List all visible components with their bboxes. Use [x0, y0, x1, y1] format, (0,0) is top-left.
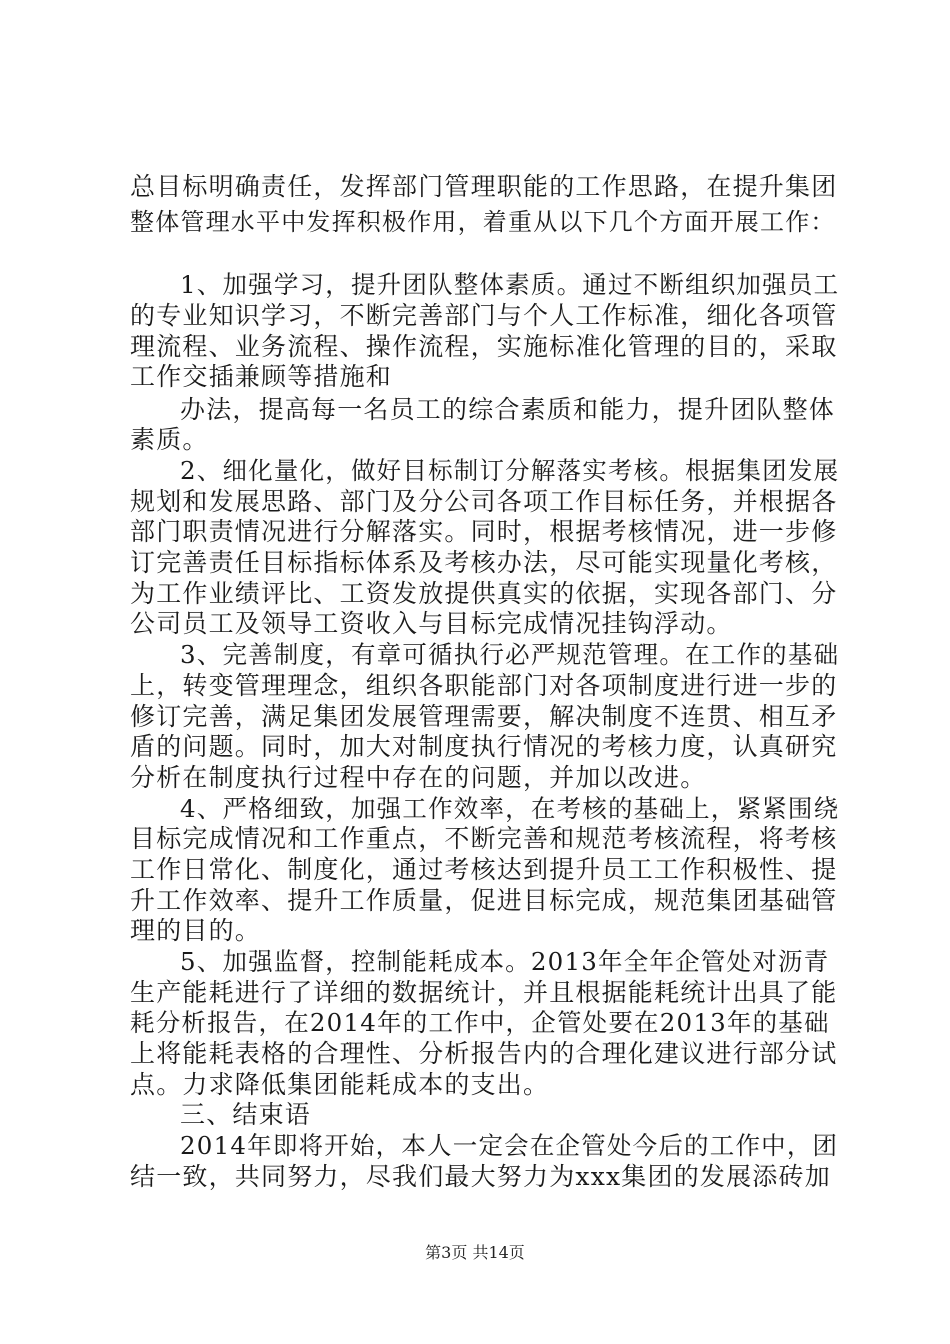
- text-line: 3、完善制度，有章可循执行必严规范管理。在工作的基础: [180, 640, 840, 669]
- text-line: 上将能耗表格的合理性、分析报告内的合理化建议进行部分试: [130, 1039, 838, 1068]
- text-line: 订完善责任目标指标体系及考核办法，尽可能实现量化考核，: [130, 548, 838, 577]
- text-line: 整体管理水平中发挥积极作用，着重从以下几个方面开展工作：: [130, 208, 836, 236]
- text-line: 为工作业绩评比、工资发放提供真实的依据，实现各部门、分: [130, 579, 838, 608]
- section-heading: 三、结束语: [180, 1100, 312, 1129]
- text-line: 分析在制度执行过程中存在的问题，并加以改进。: [130, 763, 707, 792]
- text-line: 2、细化量化，做好目标制订分解落实考核。根据集团发展: [180, 456, 840, 485]
- text-line: 1、加强学习，提升团队整体素质。通过不断组织加强员工: [180, 270, 840, 299]
- text-line: 2014年即将开始，本人一定会在企管处今后的工作中，团: [180, 1131, 839, 1160]
- text-line: 盾的问题。同时，加大对制度执行情况的考核力度，认真研究: [130, 732, 838, 761]
- text-line: 上，转变管理理念，组织各职能部门对各项制度进行进一步的: [130, 671, 838, 700]
- text-line: 总目标明确责任，发挥部门管理职能的工作思路，在提升集团: [130, 172, 838, 201]
- text-line: 办法，提高每一名员工的综合素质和能力，提升团队整体: [180, 395, 836, 424]
- text-line: 升工作效率、提升工作质量，促进目标完成，规范集团基础管: [130, 886, 838, 915]
- text-line: 规划和发展思路、部门及分公司各项工作目标任务，并根据各: [130, 487, 838, 516]
- text-line: 部门职责情况进行分解落实。同时，根据考核情况，进一步修: [130, 517, 838, 546]
- text-line: 5、加强监督，控制能耗成本。2013年全年企管处对沥青: [180, 947, 830, 976]
- text-line: 生产能耗进行了详细的数据统计，并且根据能耗统计出具了能: [130, 978, 838, 1007]
- page-number-footer: 第3页 共14页: [425, 1243, 525, 1262]
- text-line: 4、严格细致，加强工作效率，在考核的基础上，紧紧围绕: [180, 794, 840, 823]
- text-line: 工作交插兼顾等措施和: [130, 362, 393, 391]
- text-line: 理的目的。: [130, 916, 262, 945]
- text-line: 结一致，共同努力，尽我们最大努力为xxx集团的发展添砖加: [130, 1162, 831, 1191]
- text-line: 理流程、业务流程、操作流程，实施标准化管理的目的，采取: [130, 332, 838, 361]
- text-line: 工作日常化、制度化，通过考核达到提升员工工作积极性、提: [130, 855, 838, 884]
- text-line: 目标完成情况和工作重点，不断完善和规范考核流程，将考核: [130, 824, 838, 853]
- text-line: 修订完善，满足集团发展管理需要，解决制度不连贯、相互矛: [130, 702, 838, 731]
- text-line: 公司员工及领导工资收入与目标完成情况挂钩浮动。: [130, 609, 733, 638]
- text-line: 素质。: [130, 425, 209, 454]
- text-line: 的专业知识学习，不断完善部门与个人工作标准，细化各项管: [130, 301, 838, 330]
- text-line: 耗分析报告，在2014年的工作中，企管处要在2013年的基础: [130, 1008, 830, 1037]
- text-line: 点。力求降低集团能耗成本的支出。: [130, 1070, 550, 1099]
